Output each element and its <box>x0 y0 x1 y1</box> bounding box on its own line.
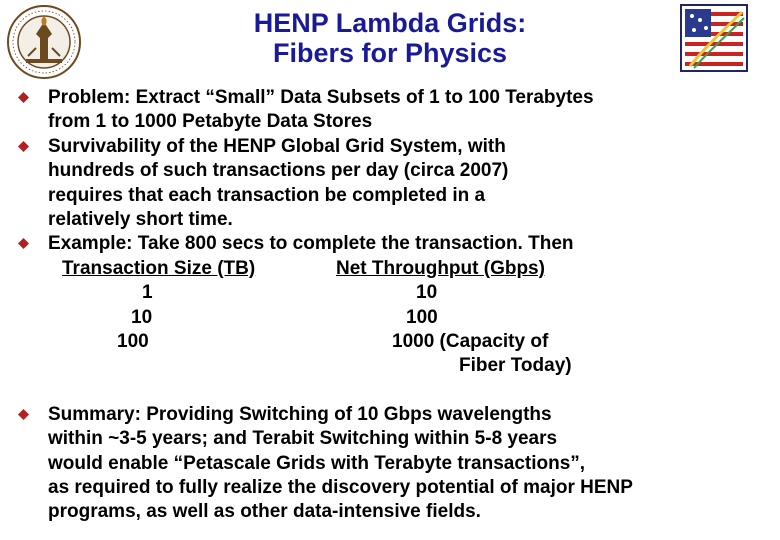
bullet-line: Survivability of the HENP Global Grid System, with <box>48 135 506 157</box>
table-cell-size: 1 <box>142 282 153 304</box>
bullet-line: requires that each transaction be completed in a <box>48 184 486 206</box>
bullet-example <box>16 232 766 256</box>
bullet-line: would enable “Petascale Grids with Terabyte transactions”, <box>48 452 586 474</box>
bullet-summary <box>16 403 766 525</box>
table-cell-throughput: 100 <box>406 306 438 328</box>
bullet-line: Example: Take 800 secs to complete the transaction. Then <box>48 233 574 255</box>
table-cell-size: 10 <box>131 306 153 328</box>
bullet-line: as required to fully realize the discovery potential of major HENP <box>48 477 633 499</box>
bullet-line: programs, as well as other data-intensive fields. <box>48 501 481 523</box>
bullet-line: relatively short time. <box>48 209 233 231</box>
bullet-line: from 1 to 1000 Petabyte Data Stores <box>48 111 373 133</box>
table-header-net-throughput: Net Throughput (Gbps) <box>336 257 545 279</box>
bullet-line: Summary: Providing Switching of 10 Gbps wavelengths <box>48 403 552 425</box>
throughput-table <box>16 257 766 403</box>
slide-body <box>16 86 766 525</box>
title-line-1: HENP Lambda Grids: <box>253 8 527 38</box>
table-cell-throughput: 1000 (Capacity of <box>392 331 549 353</box>
bullet-problem <box>16 86 766 135</box>
title-line-2: Fibers for Physics <box>272 38 508 68</box>
table-cell-throughput: 10 <box>416 282 438 304</box>
diamond-bullet-icon <box>18 92 29 103</box>
bullet-line: within ~3-5 years; and Terabit Switching within 5-8 years <box>48 428 558 450</box>
slide-title <box>160 8 620 68</box>
table-header-transaction-size: Transaction Size (TB) <box>62 257 256 279</box>
bullet-survivability <box>16 135 766 233</box>
diamond-bullet-icon <box>18 409 29 420</box>
caltech-seal-logo <box>6 4 82 80</box>
diamond-bullet-icon <box>18 141 29 152</box>
table-cell-continuation: Fiber Today) <box>459 355 572 377</box>
table-cell-size: 100 <box>117 331 149 353</box>
diamond-bullet-icon <box>18 238 29 249</box>
bullet-line: Problem: Extract “Small” Data Subsets of 1 to 100 Terabytes <box>48 87 594 108</box>
bullet-line: hundreds of such transactions per day (circa 2007) <box>48 160 509 182</box>
organization-logo <box>680 4 748 72</box>
